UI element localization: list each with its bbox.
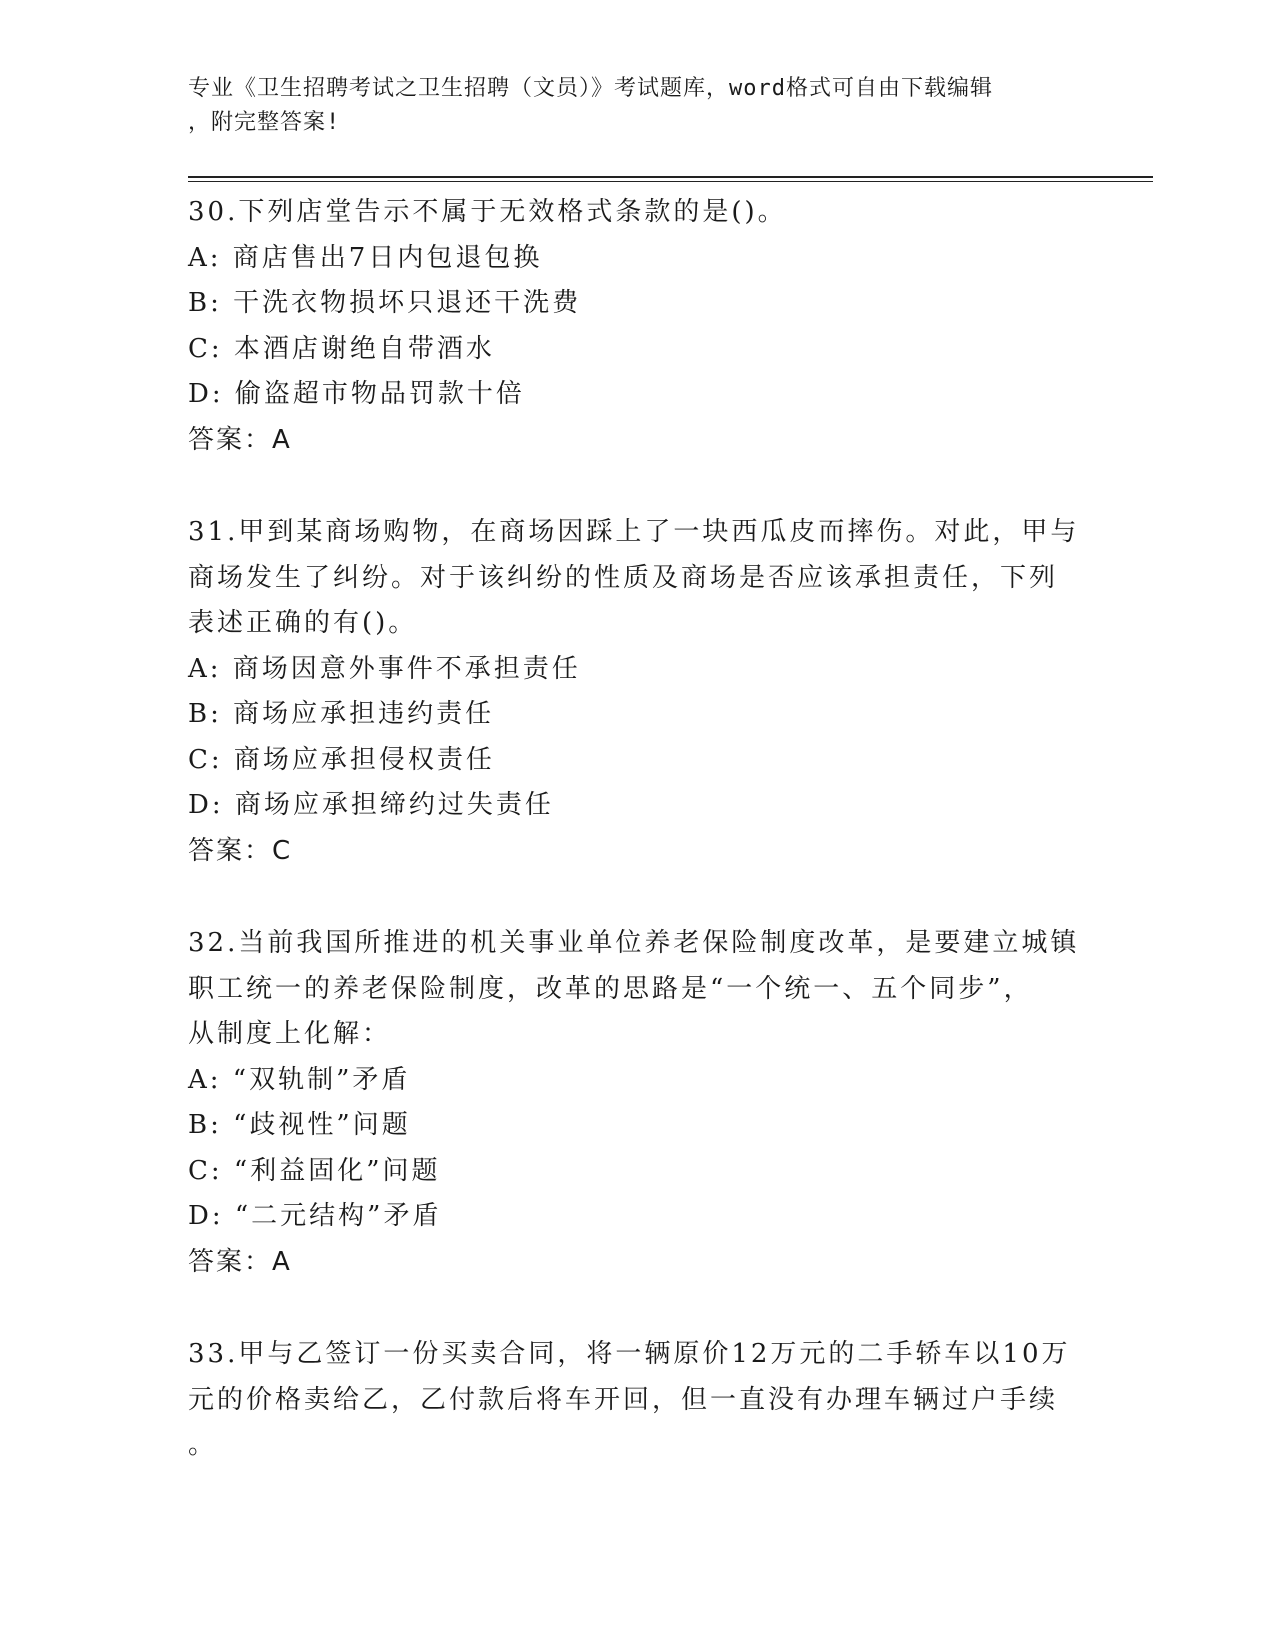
question-option: A: 商店售出7日内包退包换	[188, 242, 543, 273]
question-stem-line: 从制度上化解：	[188, 1019, 392, 1049]
question-option: D: “二元结构”矛盾	[188, 1201, 442, 1231]
question-block	[188, 190, 1088, 463]
question-block	[188, 510, 1088, 874]
question-block	[188, 1332, 1088, 1469]
question-block	[188, 921, 1088, 1285]
question-option: D: 商场应承担缔约过失责任	[188, 790, 554, 820]
question-option: B: 商场应承担违约责任	[188, 699, 495, 729]
question-stem-line: 31.甲到某商场购物，在商场因踩上了一块西瓜皮而摔伤。对此，甲与	[188, 517, 1080, 547]
answer-line: 答案：A	[188, 1246, 292, 1277]
question-stem-line: 表述正确的有()。	[188, 608, 418, 638]
question-stem-line: 职工统一的养老保险制度，改革的思路是“一个统一、五个同步”，	[188, 973, 1033, 1004]
answer-line: 答案：C	[188, 835, 293, 866]
document-header	[188, 72, 1068, 140]
question-stem-line: 商场发生了纠纷。对于该纠纷的性质及商场是否应该承担责任，下列	[188, 562, 1059, 593]
header-divider-thin	[188, 181, 1153, 182]
question-option: B: 干洗衣物损坏只退还干洗费	[188, 288, 582, 318]
header-title-line: 专业《卫生招聘考试之卫生招聘（文员）》考试题库，word格式可自由下载编辑	[188, 76, 993, 101]
question-stem-line: 33.甲与乙签订一份买卖合同，将一辆原价12万元的二手轿车以10万	[188, 1339, 1071, 1369]
question-list	[188, 190, 1088, 1516]
question-stem-line: 32.当前我国所推进的机关事业单位养老保险制度改革，是要建立城镇	[188, 928, 1080, 958]
question-option: C: 本酒店谢绝自带酒水	[188, 333, 495, 364]
question-option: B: “歧视性”问题	[188, 1110, 411, 1140]
header-subtitle-line: ，附完整答案!	[188, 110, 341, 135]
question-option: C: “利益固化”问题	[188, 1155, 441, 1186]
question-option: D: 偷盗超市物品罚款十倍	[188, 379, 525, 409]
question-option: C: 商场应承担侵权责任	[188, 744, 495, 775]
header-divider-thick	[188, 176, 1153, 178]
question-option: A: “双轨制”矛盾	[188, 1064, 411, 1095]
question-stem-line: 元的价格卖给乙，乙付款后将车开回，但一直没有办理车辆过户手续	[188, 1384, 1059, 1415]
question-stem-line: 30.下列店堂告示不属于无效格式条款的是()。	[188, 197, 787, 227]
question-option: A: 商场因意外事件不承担责任	[188, 653, 581, 684]
answer-line: 答案：A	[188, 424, 292, 455]
question-stem-line: 。	[188, 1430, 218, 1460]
